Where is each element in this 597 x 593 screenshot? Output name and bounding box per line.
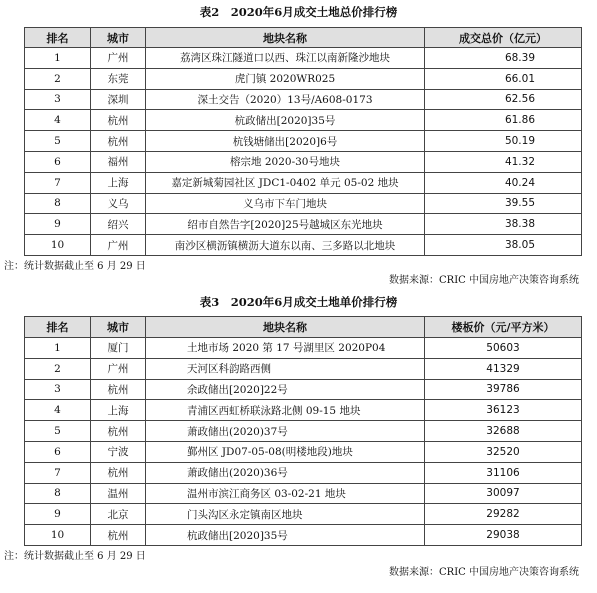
cell-parcel-name: 杭政储出[2020]35号 (146, 110, 425, 131)
cell-parcel-name: 土地市场 2020 第 17 号湖里区 2020P04 (146, 338, 425, 359)
cell-parcel-name: 榕宗地 2020-30号地块 (146, 151, 425, 172)
table1-body (25, 48, 582, 256)
cell-city: 杭州 (91, 110, 146, 131)
table2-note: 注：统计数据截止至 6 月 29 日 (4, 551, 146, 562)
table2-source: 数据来源：CRIC 中国房地产决策咨询系统 (389, 567, 579, 578)
cell-rank: 5 (25, 421, 91, 442)
cell-value: 36123 (425, 400, 582, 421)
cell-city: 杭州 (91, 462, 146, 483)
cell-parcel-name: 南沙区横沥镇横沥大道东以南、三多路以北地块 (146, 235, 425, 256)
table2-body (25, 338, 582, 546)
cell-value: 30097 (425, 483, 582, 504)
cell-city: 上海 (91, 400, 146, 421)
cell-rank: 6 (25, 441, 91, 462)
col-header-rank: 排名 (25, 317, 91, 338)
cell-rank: 10 (25, 235, 91, 256)
table-row (25, 131, 582, 152)
cell-parcel-name: 温州市滨江商务区 03-02-21 地块 (146, 483, 425, 504)
cell-parcel-name: 天河区科韵路西侧 (146, 358, 425, 379)
cell-city: 绍兴 (91, 214, 146, 235)
table-row (25, 504, 582, 525)
cell-value: 39786 (425, 379, 582, 400)
table1-source: 数据来源：CRIC 中国房地产决策咨询系统 (389, 275, 579, 286)
table-row (25, 483, 582, 504)
cell-value: 29282 (425, 504, 582, 525)
cell-rank: 3 (25, 379, 91, 400)
cell-city: 厦门 (91, 338, 146, 359)
cell-city: 广州 (91, 235, 146, 256)
table-row (25, 338, 582, 359)
table-row (25, 89, 582, 110)
cell-value: 32688 (425, 421, 582, 442)
cell-parcel-name: 萧政储出(2020)37号 (146, 421, 425, 442)
cell-parcel-name: 义乌市下车门地块 (146, 193, 425, 214)
table-row (25, 48, 582, 69)
cell-city: 杭州 (91, 379, 146, 400)
cell-value: 38.05 (425, 235, 582, 256)
cell-value: 50.19 (425, 131, 582, 152)
table-header-row (25, 317, 582, 338)
cell-city: 广州 (91, 48, 146, 69)
cell-city: 广州 (91, 358, 146, 379)
cell-parcel-name: 青浦区西虹桥联泳路北侧 09-15 地块 (146, 400, 425, 421)
cell-rank: 3 (25, 89, 91, 110)
table-row (25, 379, 582, 400)
cell-city: 杭州 (91, 421, 146, 442)
table-row (25, 400, 582, 421)
table-row (25, 235, 582, 256)
cell-value: 41329 (425, 358, 582, 379)
table-header-row (25, 28, 582, 48)
total-price-table (24, 27, 582, 256)
cell-rank: 2 (25, 358, 91, 379)
cell-value: 66.01 (425, 68, 582, 89)
cell-parcel-name: 荔湾区珠江隧道口以西、珠江以南新隆沙地块 (146, 48, 425, 69)
cell-parcel-name: 嘉定新城菊园社区 JDC1-0402 单元 05-02 地块 (146, 172, 425, 193)
cell-value: 29038 (425, 525, 582, 546)
col-header-floor-price: 楼板价（元/平方米） (425, 317, 582, 338)
cell-value: 68.39 (425, 48, 582, 69)
table-row (25, 151, 582, 172)
cell-city: 温州 (91, 483, 146, 504)
cell-rank: 1 (25, 338, 91, 359)
col-header-city: 城市 (91, 317, 146, 338)
table-row (25, 525, 582, 546)
cell-rank: 8 (25, 483, 91, 504)
cell-city: 福州 (91, 151, 146, 172)
cell-city: 深圳 (91, 89, 146, 110)
cell-value: 41.32 (425, 151, 582, 172)
cell-parcel-name: 余政储出[2020]22号 (146, 379, 425, 400)
unit-price-table (24, 316, 582, 546)
cell-value: 40.24 (425, 172, 582, 193)
table-row (25, 214, 582, 235)
table-row (25, 441, 582, 462)
cell-parcel-name: 绍市自然告字[2020]25号越城区东光地块 (146, 214, 425, 235)
col-header-city: 城市 (91, 28, 146, 48)
cell-parcel-name: 门头沟区永定镇南区地块 (146, 504, 425, 525)
cell-value: 32520 (425, 441, 582, 462)
cell-rank: 5 (25, 131, 91, 152)
cell-city: 北京 (91, 504, 146, 525)
cell-value: 50603 (425, 338, 582, 359)
cell-city: 杭州 (91, 131, 146, 152)
cell-rank: 6 (25, 151, 91, 172)
cell-city: 东莞 (91, 68, 146, 89)
cell-rank: 9 (25, 214, 91, 235)
cell-rank: 7 (25, 462, 91, 483)
table2-title: 表3 2020年6月成交土地单价排行榜 (199, 295, 398, 309)
cell-rank: 2 (25, 68, 91, 89)
cell-city: 宁波 (91, 441, 146, 462)
cell-parcel-name: 杭政储出[2020]35号 (146, 525, 425, 546)
cell-parcel-name: 深土交告（2020）13号/A608-0173 (146, 89, 425, 110)
cell-parcel-name: 虎门镇 2020WR025 (146, 68, 425, 89)
cell-rank: 4 (25, 110, 91, 131)
cell-value: 31106 (425, 462, 582, 483)
cell-parcel-name: 萧政储出(2020)36号 (146, 462, 425, 483)
cell-value: 62.56 (425, 89, 582, 110)
cell-rank: 9 (25, 504, 91, 525)
table-row (25, 172, 582, 193)
col-header-parcel-name: 地块名称 (146, 28, 425, 48)
table-row (25, 110, 582, 131)
cell-value: 61.86 (425, 110, 582, 131)
table-row (25, 358, 582, 379)
table-row (25, 421, 582, 442)
cell-value: 39.55 (425, 193, 582, 214)
table-row (25, 193, 582, 214)
table-row (25, 68, 582, 89)
table1-title: 表2 2020年6月成交土地总价排行榜 (199, 5, 398, 19)
col-header-rank: 排名 (25, 28, 91, 48)
table1-note: 注：统计数据截止至 6 月 29 日 (4, 261, 146, 272)
col-header-parcel-name: 地块名称 (146, 317, 425, 338)
cell-city: 杭州 (91, 525, 146, 546)
cell-rank: 10 (25, 525, 91, 546)
col-header-total-price: 成交总价（亿元） (425, 28, 582, 48)
cell-rank: 4 (25, 400, 91, 421)
cell-rank: 7 (25, 172, 91, 193)
cell-value: 38.38 (425, 214, 582, 235)
cell-parcel-name: 杭钱塘储出[2020]6号 (146, 131, 425, 152)
cell-city: 上海 (91, 172, 146, 193)
cell-rank: 1 (25, 48, 91, 69)
table-row (25, 462, 582, 483)
cell-rank: 8 (25, 193, 91, 214)
cell-parcel-name: 鄞州区 JD07-05-08(明楼地段)地块 (146, 441, 425, 462)
cell-city: 义乌 (91, 193, 146, 214)
